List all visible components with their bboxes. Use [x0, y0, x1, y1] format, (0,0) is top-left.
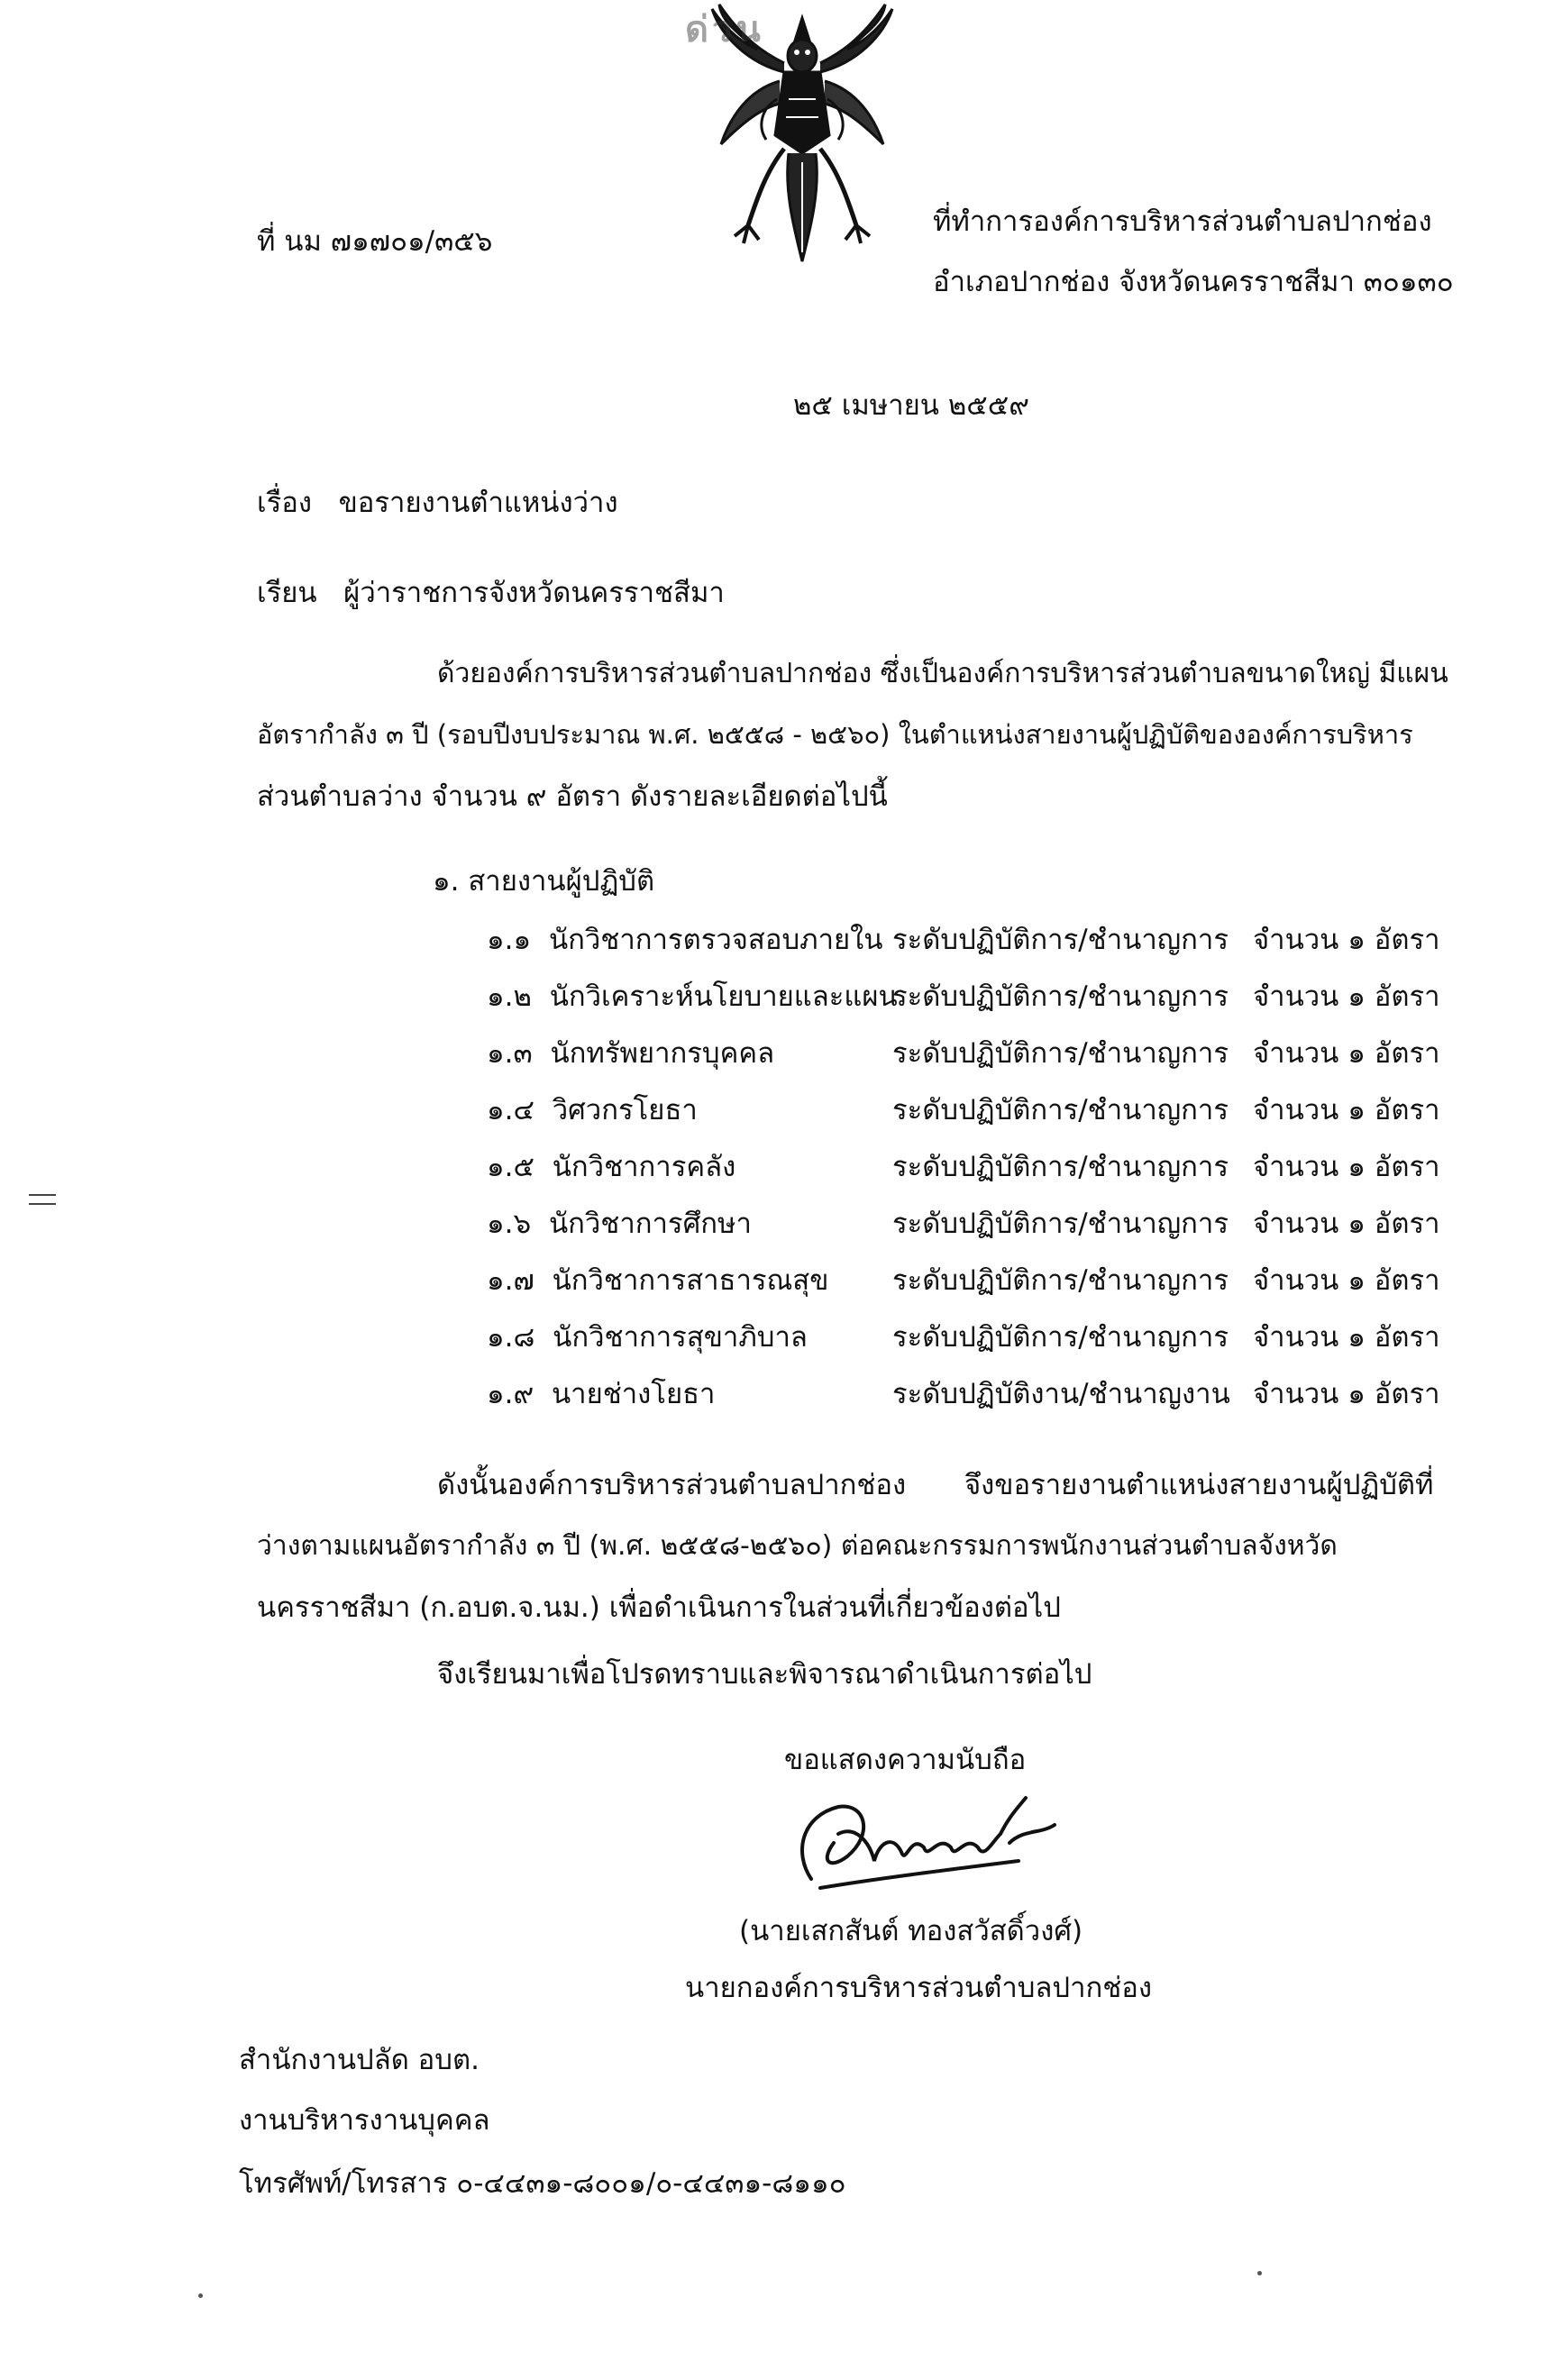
list-item: [487, 980, 898, 1014]
position-count: จำนวน ๑ อัตรา: [1253, 1094, 1440, 1126]
position-title: นักทรัพยากรบุคคล: [550, 1037, 775, 1070]
signer-name: (นายเสกสันต์ ทองสวัสดิ์วงศ์): [739, 1915, 1083, 1947]
position-title: นักวิชาการศึกษา: [548, 1208, 752, 1240]
paragraph1-line3: ส่วนตำบลว่าง จำนวน ๙ อัตรา ดังรายละเอียดต่อไปนี้: [257, 780, 888, 813]
recipient-text: ผู้ว่าราชการจังหวัดนครราชสีมา: [343, 577, 725, 609]
recipient-label: เรียน: [257, 577, 317, 609]
scan-dot: [1257, 2271, 1262, 2275]
position-level: ระดับปฏิบัติการ/ชำนาญการ: [892, 1208, 1229, 1240]
urgent-stamp: ด่วน: [685, 9, 764, 50]
position-count: จำนวน ๑ อัตรา: [1253, 1264, 1440, 1297]
signature-icon: [784, 1780, 1073, 1915]
scan-dot: [198, 2293, 203, 2298]
position-level: ระดับปฏิบัติการ/ชำนาญการ: [892, 924, 1229, 956]
subject-text: ขอรายงานตำแหน่งว่าง: [338, 487, 618, 519]
paragraph2-line3: นครราชสีมา (ก.อบต.จ.นม.) เพื่อดำเนินการในส่วนที่เกี่ยวข้องต่อไป: [257, 1591, 1061, 1624]
subject-label: เรื่อง: [257, 487, 313, 519]
office-address-line1: ที่ทำการองค์การบริหารส่วนตำบลปากช่อง: [933, 205, 1432, 238]
position-level: ระดับปฏิบัติการ/ชำนาญการ: [892, 1321, 1229, 1354]
list-item: [487, 1264, 828, 1298]
position-number: ๑.๙: [487, 1378, 534, 1410]
position-title: นักวิชาการสุขาภิบาล: [553, 1321, 808, 1354]
position-number: ๑.๓: [487, 1037, 533, 1070]
position-level: ระดับปฏิบัติการ/ชำนาญการ: [892, 1264, 1229, 1297]
scan-mark: [29, 1194, 56, 1205]
position-count: จำนวน ๑ อัตรา: [1253, 924, 1440, 956]
position-number: ๑.๕: [487, 1151, 534, 1183]
position-number: ๑.๗: [487, 1264, 534, 1297]
list-item: [487, 1208, 752, 1241]
footer-section: งานบริหารงานบุคคล: [239, 2104, 490, 2137]
list-item: [487, 1094, 698, 1127]
position-number: ๑.๘: [487, 1321, 535, 1354]
list-item: [487, 1378, 715, 1411]
list-item: [487, 924, 882, 957]
position-level: ระดับปฏิบัติงาน/ชำนาญงาน: [892, 1378, 1230, 1410]
reference-number: ที่ นม ๗๑๗๐๑/๓๕๖: [257, 225, 493, 258]
list-item: [487, 1151, 735, 1184]
paragraph2-line2: ว่างตามแผนอัตรากำลัง ๓ ปี (พ.ศ. ๒๕๕๘-๒๕๖๐) ต่อคณะกรรมการพนักงานส่วนตำบลจังหวัด: [257, 1530, 1338, 1562]
position-number: ๑.๒: [487, 980, 532, 1013]
position-number: ๑.๑: [487, 924, 532, 956]
signer-title: นายกองค์การบริหารส่วนตำบลปากช่อง: [685, 1972, 1153, 2004]
position-title: นักวิชาการคลัง: [552, 1151, 736, 1183]
position-count: จำนวน ๑ อัตรา: [1253, 1378, 1440, 1410]
position-count: จำนวน ๑ อัตรา: [1253, 1037, 1440, 1070]
position-count: จำนวน ๑ อัตรา: [1253, 1151, 1440, 1183]
position-level: ระดับปฏิบัติการ/ชำนาญการ: [892, 980, 1229, 1013]
position-count: จำนวน ๑ อัตรา: [1253, 1321, 1440, 1354]
paragraph3: จึงเรียนมาเพื่อโปรดทราบและพิจารณาดำเนินการต่อไป: [437, 1658, 1092, 1691]
subject-line: [257, 487, 618, 520]
position-count: จำนวน ๑ อัตรา: [1253, 1208, 1440, 1240]
paragraph1-line2: อัตรากำลัง ๓ ปี (รอบปีงบประมาณ พ.ศ. ๒๕๕๘ - ๒๕๖๐) ในตำแหน่งสายงานผู้ปฏิบัติขององค์การบริหาร: [257, 719, 1413, 750]
footer-contact: โทรศัพท์/โทรสาร ๐-๔๔๓๑-๘๐๐๑/๐-๔๔๓๑-๘๑๑๐: [239, 2167, 846, 2200]
position-level: ระดับปฏิบัติการ/ชำนาญการ: [892, 1094, 1229, 1126]
position-title: นักวิชาการสาธารณสุข: [552, 1264, 829, 1297]
closing-salutation: ขอแสดงความนับถือ: [784, 1744, 1027, 1776]
recipient-line: [257, 577, 725, 610]
section-heading: ๑. สายงานผู้ปฏิบัติ: [433, 865, 655, 898]
document-date: ๒๕ เมษายน ๒๕๕๙: [793, 389, 1029, 422]
position-level: ระดับปฏิบัติการ/ชำนาญการ: [892, 1037, 1229, 1070]
office-address-line2: อำเภอปากช่อง จังหวัดนครราชสีมา ๓๐๑๓๐: [933, 266, 1454, 298]
position-number: ๑.๖: [487, 1208, 532, 1240]
position-title: นายช่างโยธา: [551, 1378, 716, 1410]
list-item: [487, 1037, 774, 1071]
position-level: ระดับปฏิบัติการ/ชำนาญการ: [892, 1151, 1229, 1183]
position-count: จำนวน ๑ อัตรา: [1253, 980, 1440, 1013]
position-title: นักวิชาการตรวจสอบภายใน: [548, 924, 883, 956]
position-title: นักวิเคราะห์นโยบายและแผน: [549, 980, 898, 1013]
footer-department: สำนักงานปลัด อบต.: [239, 2044, 480, 2076]
paragraph1-line1: ด้วยองค์การบริหารส่วนตำบลปากช่อง ซึ่งเป็นองค์การบริหารส่วนตำบลขนาดใหญ่ มีแผน: [437, 658, 1448, 689]
paragraph2-line1b: จึงขอรายงานตำแหน่งสายงานผู้ปฏิบัติที่: [964, 1469, 1434, 1501]
position-title: วิศวกรโยธา: [552, 1094, 698, 1126]
list-item: [487, 1321, 808, 1354]
paragraph2-line1a: ดังนั้นองค์การบริหารส่วนตำบลปากช่อง: [437, 1469, 907, 1501]
position-number: ๑.๔: [487, 1094, 534, 1126]
